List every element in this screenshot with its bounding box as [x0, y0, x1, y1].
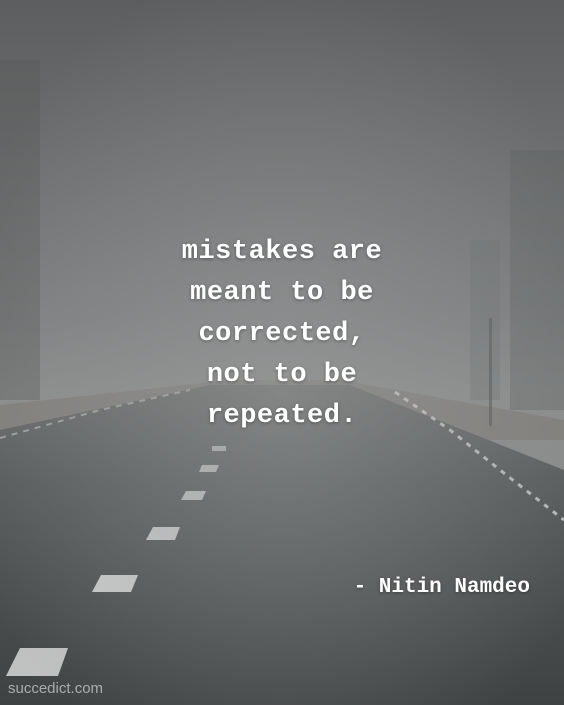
quote-author: - Nitin Namdeo — [353, 576, 530, 599]
quote-line: not to be — [206, 360, 358, 390]
quote-line: mistakes are — [181, 237, 383, 267]
quote-line: meant to be — [190, 278, 374, 308]
quote-line: corrected, — [198, 319, 366, 349]
quote-line: repeated. — [206, 401, 358, 431]
quote-text — [0, 232, 564, 437]
site-watermark: succedict.com — [8, 680, 104, 697]
